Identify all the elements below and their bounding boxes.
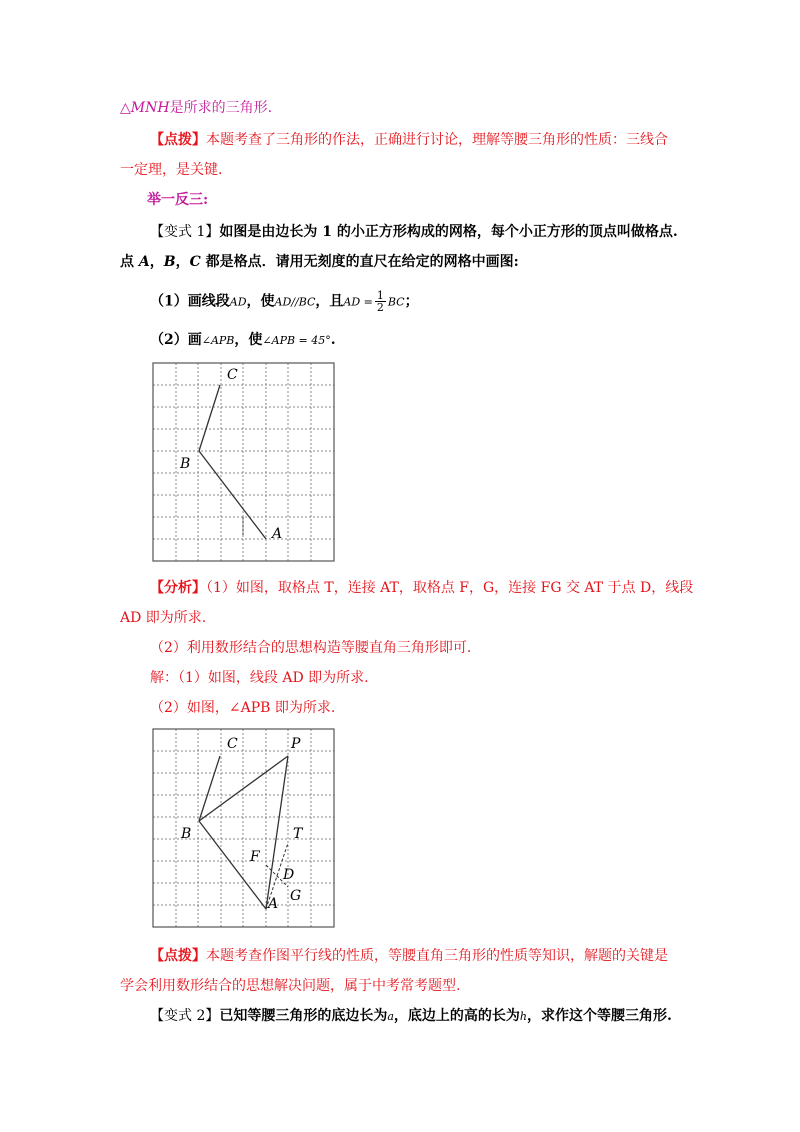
segment-ba [199,821,266,909]
label-d: D [283,867,295,883]
variant1-line2: 点 A，B，C 都是格点．请用无刻度的直尺在给定的网格中画图: [120,254,519,270]
question-1: （1）画线段AD，使AD//BC，且AD = $\frac{1}{2}$ BC； [150,289,419,314]
segment-bc [199,385,220,451]
section-heading: 举一反三: [147,192,209,208]
result-line: △MNH是所求的三角形. [120,100,273,116]
solution-line2: （2）如图，∠APB 即为所求. [150,700,336,716]
label-b: B [180,456,191,472]
label-b: B [181,826,192,842]
solution-line1: 解：（1）如图，线段 AD 即为所求. [150,670,369,686]
label-f: F [250,849,260,865]
variant1-line1: 【变式 1】如图是由边长为 1 的小正方形构成的网格，每个小正方形的顶点叫做格点. [150,224,678,240]
note1-line2: 一定理，是关键. [120,162,223,178]
label-c: C [227,367,238,383]
analysis-line2: AD 即为所求. [120,610,207,626]
segment-pa [266,756,288,909]
analysis-line3: （2）利用数形结合的思想构造等腰直角三角形即可. [150,640,472,656]
label-t: T [293,826,303,842]
label-c: C [227,736,238,752]
note1-line1: 【点拨】本题考查了三角形的作法，正确进行讨论，理解等腰三角形的性质：三线合 [150,132,668,148]
grid-figure-1 [150,360,340,565]
label-a: A [272,526,283,542]
variant2-line: 【变式 2】已知等腰三角形的底边长为a，底边上的高的长为h，求作这个等腰三角形. [150,1008,672,1024]
note2-line2: 学会利用数形结合的思想解决问题，属于中考常考题型. [120,978,461,994]
label-p: P [291,736,301,752]
grid-figure-2 [150,726,340,931]
analysis-line1: 【分析】（1）如图，取格点 T，连接 AT，取格点 F，G，连接 FG 交 AT 于点 D，线段 [150,580,694,596]
label-g: G [290,888,302,904]
segment-bc [199,756,220,821]
question-2: （2）画∠APB，使∠APB = 45°. [150,332,336,348]
label-a: A [268,896,279,912]
note2-line1: 【点拨】本题考查作图平行线的性质，等腰直角三角形的性质等知识，解题的关键是 [150,948,668,964]
fraction-one-half: $\frac{1}{2}$ [376,289,384,314]
